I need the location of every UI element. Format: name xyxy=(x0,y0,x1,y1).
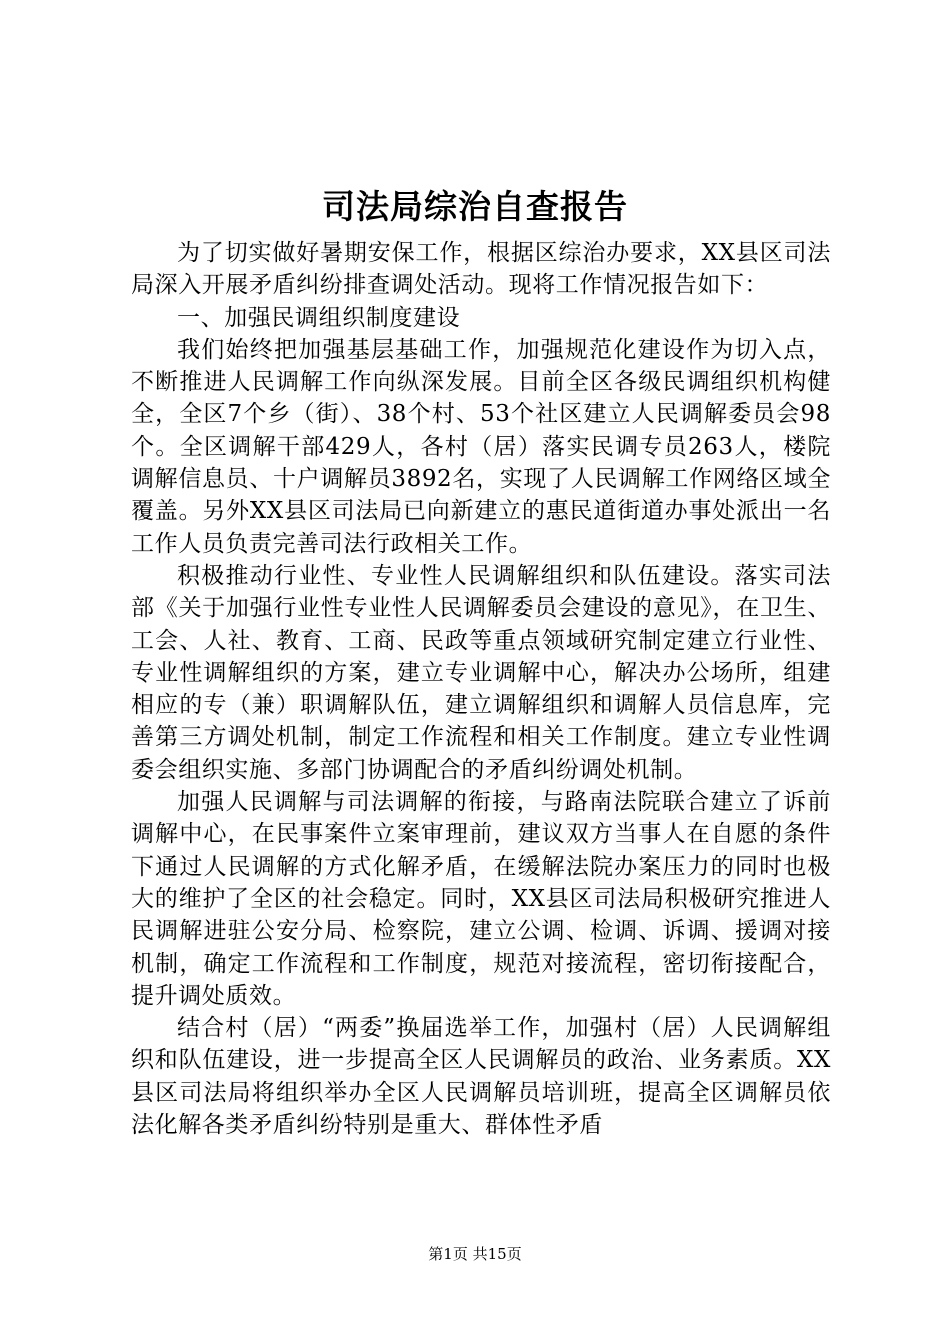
paragraph: 加强人民调解与司法调解的衔接，与路南法院联合建立了诉前调解中心，在民事案件立案审理前，建议双方当事人在自愿的条件下通过人民调解的方式化解矛盾，在缓解法院办案压力的同时也极大的维护了全区的社会稳定。同时，XX县区司法局积极研究推进人民调解进驻公安分局、检察院，建立公调、检调、诉调、援调对接机制，确定工作流程和工作制度，规范对接流程，密切衔接配合，提升调处质效。 xyxy=(131,789,831,1009)
paragraph: 我们始终把加强基层基础工作，加强规范化建设作为切入点，不断推进人民调解工作向纵深发展。目前全区各级民调组织机构健全，全区7个乡（街）、38个村、53个社区建立人民调解委员会98个。全区调解干部429人，各村（居）落实民调专员263人，楼院调解信息员、十户调解员3892名，实现了人民调解工作网络区域全覆盖。另外XX县区司法局已向新建立的惠民道街道办事处派出一名工作人员负责完善司法行政相关工作。 xyxy=(131,336,831,557)
section-heading: 一、加强民调组织制度建设 xyxy=(177,304,461,331)
paragraph: 结合村（居）“两委”换届选举工作，加强村（居）人民调解组织和队伍建设，进一步提高全区人民调解员的政治、业务素质。XX县区司法局将组织举办全区人民调解员培训班，提高全区调解员依法化解各类矛盾纠纷特别是重大、群体性矛盾 xyxy=(131,1015,831,1139)
page-number: 第1页 共15页 xyxy=(428,1245,522,1263)
paragraph: 积极推动行业性、专业性人民调解组织和队伍建设。落实司法部《关于加强行业性专业性人民调解委员会建设的意见》，在卫生、工会、人社、教育、工商、民政等重点领域研究制定建立行业性、专业性调解组织的方案，建立专业调解中心，解决办公场所，组建相应的专（兼）职调解队伍，建立调解组织和调解人员信息库，完善第三方调处机制，制定工作流程和相关工作制度。建立专业性调委会组织实施、多部门协调配合的矛盾纠纷调处机制。 xyxy=(131,562,831,783)
paragraph-intro: 为了切实做好暑期安保工作，根据区综治办要求，XX县区司法局深入开展矛盾纠纷排查调处活动。现将工作情况报告如下： xyxy=(131,240,831,299)
document-title: 司法局综治自查报告 xyxy=(322,187,628,226)
document-body xyxy=(131,237,831,1141)
